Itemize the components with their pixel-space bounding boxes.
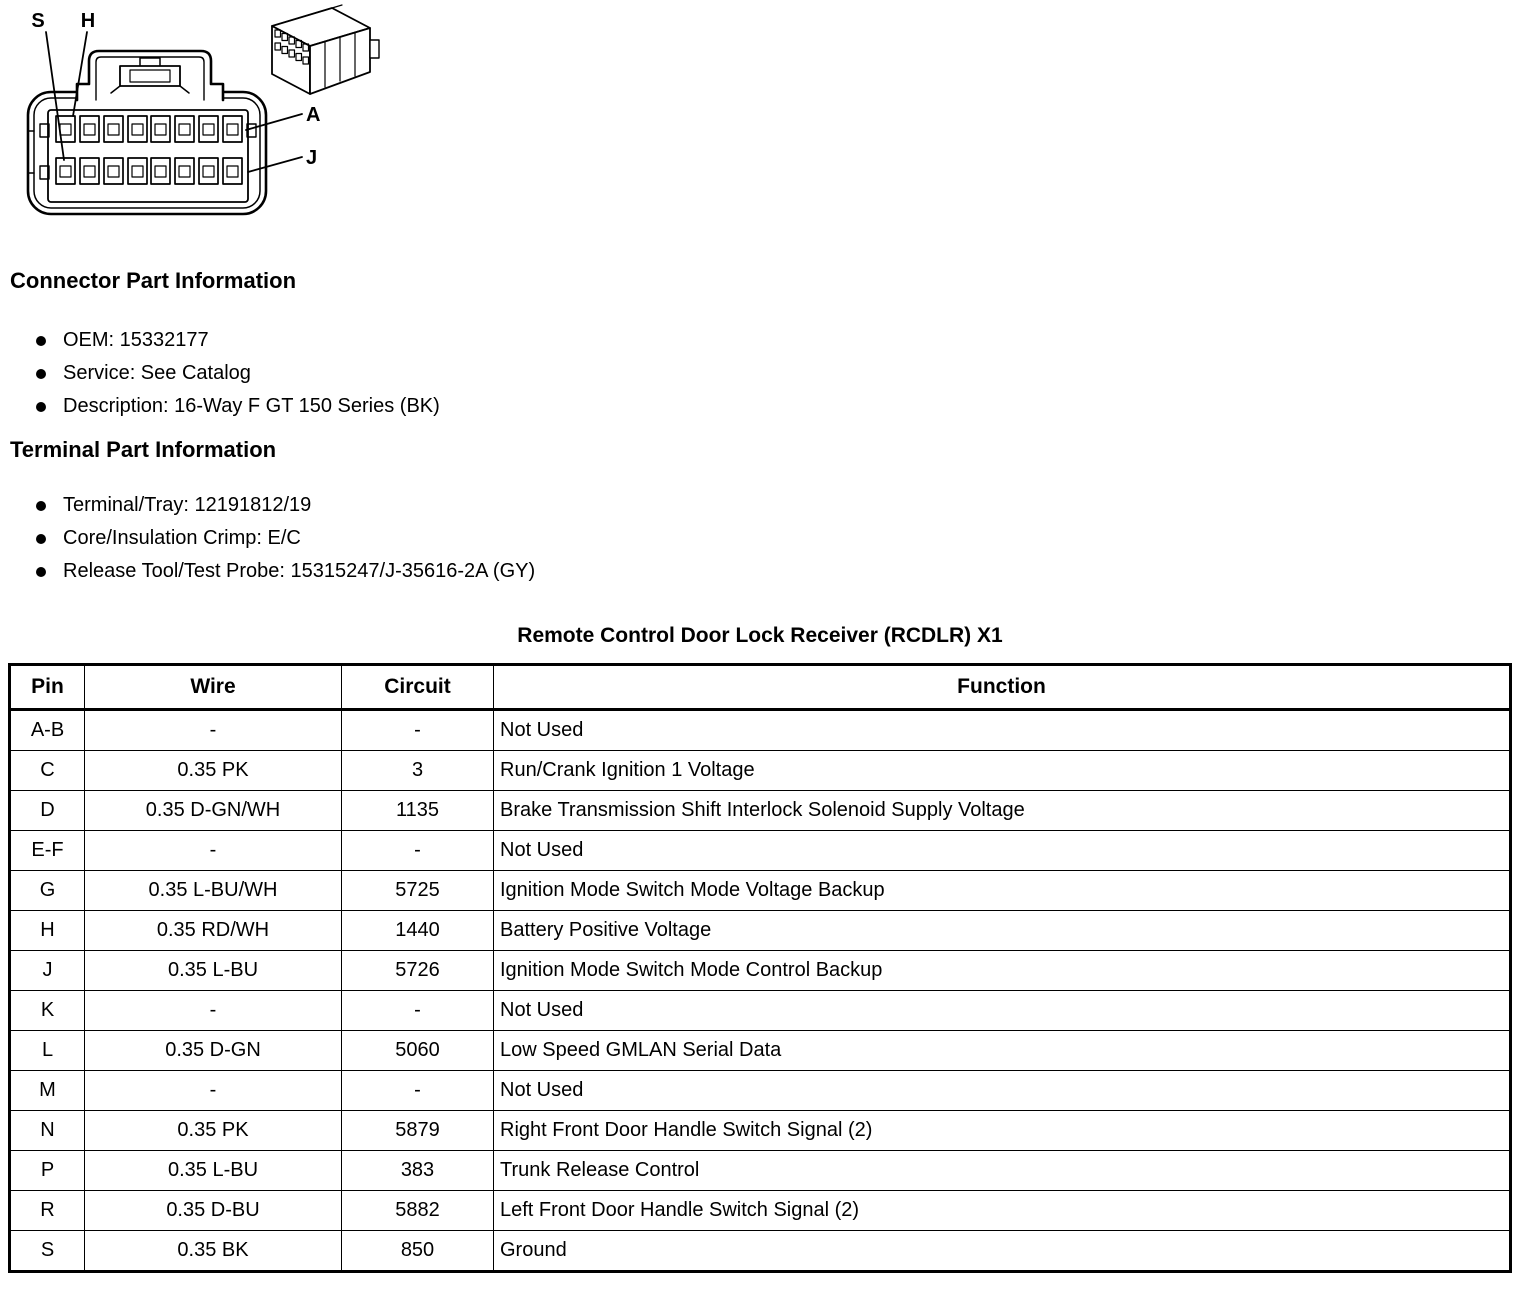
- cell-function: Ground: [494, 1231, 1511, 1272]
- pin-label-h: H: [80, 10, 96, 32]
- cell-function: Not Used: [494, 831, 1511, 871]
- list-item: [0, 390, 1520, 423]
- cell-function: Run/Crank Ignition 1 Voltage: [494, 751, 1511, 791]
- cell-wire: -: [85, 710, 342, 751]
- cell-function: Left Front Door Handle Switch Signal (2): [494, 1191, 1511, 1231]
- table-row: [10, 791, 1511, 831]
- cell-function: Low Speed GMLAN Serial Data: [494, 1031, 1511, 1071]
- cell-pin: J: [10, 951, 85, 991]
- cell-function: Ignition Mode Switch Mode Control Backup: [494, 951, 1511, 991]
- table-row: [10, 1231, 1511, 1272]
- connector-part-information-list: [0, 324, 1520, 423]
- cell-function: Right Front Door Handle Switch Signal (2): [494, 1111, 1511, 1151]
- description-value: Description: 16-Way F GT 150 Series (BK): [63, 395, 440, 417]
- cell-circuit: 5879: [342, 1111, 494, 1151]
- list-item: [0, 489, 1520, 522]
- core-insulation-crimp-value: Core/Insulation Crimp: E/C: [63, 527, 301, 549]
- pin-label-j: J: [306, 147, 318, 169]
- bullet-icon: [36, 336, 46, 346]
- cell-circuit: 1440: [342, 911, 494, 951]
- cell-pin: D: [10, 791, 85, 831]
- list-item: [0, 555, 1520, 588]
- bullet-icon: [36, 402, 46, 412]
- list-item: [0, 522, 1520, 555]
- connector-3d-view: [272, 5, 379, 94]
- connector-part-information-heading: Connector Part Information: [10, 268, 297, 293]
- cell-circuit: -: [342, 991, 494, 1031]
- pin-label-a: A: [306, 104, 321, 126]
- cell-pin: C: [10, 751, 85, 791]
- cell-circuit: -: [342, 710, 494, 751]
- table-row: [10, 1151, 1511, 1191]
- cell-pin: G: [10, 871, 85, 911]
- table-row: [10, 991, 1511, 1031]
- cell-wire: 0.35 PK: [85, 1111, 342, 1151]
- cell-function: Not Used: [494, 710, 1511, 751]
- table-row: [10, 710, 1511, 751]
- cell-circuit: 850: [342, 1231, 494, 1272]
- cell-pin: L: [10, 1031, 85, 1071]
- cell-function: Ignition Mode Switch Mode Voltage Backup: [494, 871, 1511, 911]
- bullet-icon: [36, 567, 46, 577]
- cell-wire: -: [85, 831, 342, 871]
- cell-pin: M: [10, 1071, 85, 1111]
- table-row: [10, 1191, 1511, 1231]
- cell-function: Trunk Release Control: [494, 1151, 1511, 1191]
- table-row: [10, 831, 1511, 871]
- pin-label-s: S: [31, 10, 45, 32]
- table-header-row: [10, 665, 1511, 710]
- cell-circuit: 5726: [342, 951, 494, 991]
- column-header-function: Function: [494, 665, 1511, 710]
- cell-wire: 0.35 L-BU: [85, 1151, 342, 1191]
- cell-wire: 0.35 D-GN/WH: [85, 791, 342, 831]
- cell-circuit: 5725: [342, 871, 494, 911]
- table-row: [10, 951, 1511, 991]
- cell-wire: 0.35 D-BU: [85, 1191, 342, 1231]
- table-row: [10, 751, 1511, 791]
- bullet-icon: [36, 501, 46, 511]
- cell-pin: P: [10, 1151, 85, 1191]
- cell-wire: 0.35 L-BU: [85, 951, 342, 991]
- cell-pin: K: [10, 991, 85, 1031]
- cell-wire: 0.35 BK: [85, 1231, 342, 1272]
- cell-function: Not Used: [494, 991, 1511, 1031]
- cell-pin: H: [10, 911, 85, 951]
- cell-circuit: -: [342, 831, 494, 871]
- terminal-tray-value: Terminal/Tray: 12191812/19: [63, 494, 312, 516]
- cell-function: Not Used: [494, 1071, 1511, 1111]
- cell-function: Battery Positive Voltage: [494, 911, 1511, 951]
- cell-pin: N: [10, 1111, 85, 1151]
- pinout-table: [8, 663, 1512, 1273]
- cell-function: Brake Transmission Shift Interlock Solenoid Supply Voltage: [494, 791, 1511, 831]
- connector-face-diagram: [0, 0, 400, 240]
- cell-wire: -: [85, 1071, 342, 1111]
- cell-wire: 0.35 PK: [85, 751, 342, 791]
- table-row: [10, 1031, 1511, 1071]
- cell-wire: 0.35 RD/WH: [85, 911, 342, 951]
- pinout-table-body: [10, 710, 1511, 1272]
- column-header-pin: Pin: [10, 665, 85, 710]
- cell-circuit: 383: [342, 1151, 494, 1191]
- terminal-part-information-heading: Terminal Part Information: [10, 437, 277, 462]
- pinout-table-title: Remote Control Door Lock Receiver (RCDLR) X1: [517, 624, 1003, 647]
- bullet-icon: [36, 369, 46, 379]
- table-row: [10, 911, 1511, 951]
- cell-pin: R: [10, 1191, 85, 1231]
- list-item: [0, 324, 1520, 357]
- cell-pin: E-F: [10, 831, 85, 871]
- cell-wire: 0.35 L-BU/WH: [85, 871, 342, 911]
- cell-circuit: 3: [342, 751, 494, 791]
- bullet-icon: [36, 534, 46, 544]
- connector-diagram-area: [0, 0, 1520, 240]
- cell-circuit: 1135: [342, 791, 494, 831]
- cell-wire: 0.35 D-GN: [85, 1031, 342, 1071]
- table-row: [10, 1111, 1511, 1151]
- column-header-circuit: Circuit: [342, 665, 494, 710]
- cell-circuit: 5060: [342, 1031, 494, 1071]
- cell-wire: -: [85, 991, 342, 1031]
- release-tool-test-probe-value: Release Tool/Test Probe: 15315247/J-35616-2A (GY): [63, 560, 536, 582]
- table-row: [10, 1071, 1511, 1111]
- service-value: Service: See Catalog: [63, 362, 251, 384]
- cell-circuit: 5882: [342, 1191, 494, 1231]
- cell-circuit: -: [342, 1071, 494, 1111]
- cell-pin: A-B: [10, 710, 85, 751]
- cell-pin: S: [10, 1231, 85, 1272]
- oem-value: OEM: 15332177: [63, 329, 209, 351]
- terminal-part-information-list: [0, 489, 1520, 588]
- list-item: [0, 357, 1520, 390]
- column-header-wire: Wire: [85, 665, 342, 710]
- table-row: [10, 871, 1511, 911]
